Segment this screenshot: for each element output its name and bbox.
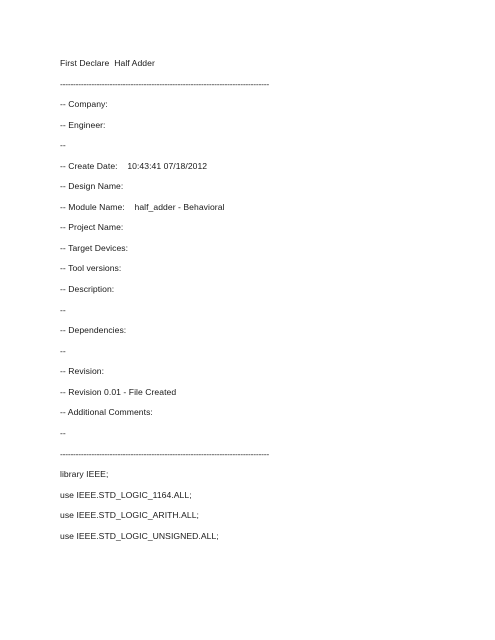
comment-revision-001: -- Revision 0.01 - File Created [60,387,177,397]
comment-blank: -- [60,428,66,438]
comment-additional-comments: -- Additional Comments: [60,407,153,417]
separator-top: -------------------------------------------------------------------------------- [60,79,269,89]
comment-tool-versions: -- Tool versions: [60,263,122,273]
comment-project-name: -- Project Name: [60,222,124,232]
code-use-unsigned: use IEEE.STD_LOGIC_UNSIGNED.ALL; [60,531,219,541]
comment-blank: -- [60,346,66,356]
comment-blank: -- [60,140,66,150]
comment-module-name: -- Module Name: half_adder - Behavioral [60,202,225,212]
comment-company: -- Company: [60,99,108,109]
code-use-arith: use IEEE.STD_LOGIC_ARITH.ALL; [60,510,199,520]
comment-create-date: -- Create Date: 10:43:41 07/18/2012 [60,161,208,171]
comment-target-devices: -- Target Devices: [60,243,129,253]
comment-dependencies: -- Dependencies: [60,325,127,335]
comment-engineer: -- Engineer: [60,120,106,130]
comment-description: -- Description: [60,284,115,294]
comment-design-name: -- Design Name: [60,181,124,191]
code-use-1164: use IEEE.STD_LOGIC_1164.ALL; [60,490,192,500]
separator-bottom: -------------------------------------------------------------------------------- [60,449,269,459]
comment-blank: -- [60,305,66,315]
comment-revision: -- Revision: [60,366,105,376]
document-heading: First Declare Half Adder [60,58,155,68]
code-library: library IEEE; [60,469,109,479]
